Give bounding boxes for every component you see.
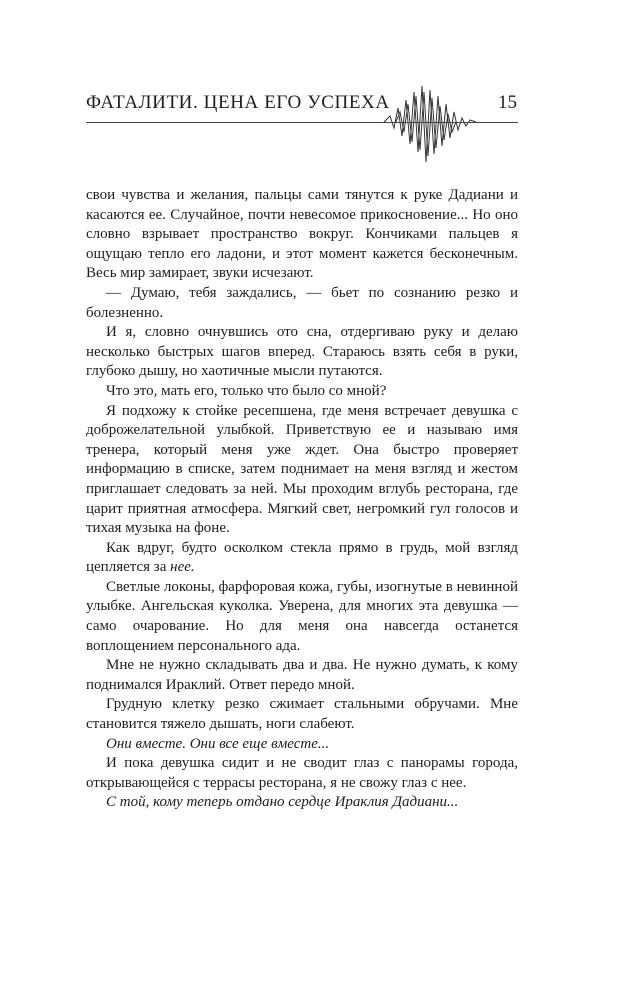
italic-paragraph: Они вместе. Они все еще вместе... (106, 735, 330, 752)
paragraph: И пока девушка сидит и не сводит глаз с панорамы города, открывающейся с террасы ресторана, я не свожу глаз с нее. (86, 755, 518, 791)
italic-paragraph: С той, кому теперь отдано сердце Ираклия Дадиани... (106, 794, 459, 811)
paragraph: Грудную клетку резко сжимает стальными обручами. Мне становится тяжело дышать, ноги слабеют. (86, 696, 518, 733)
emphasis-text: нее. (170, 559, 195, 576)
paragraph: Что это, мать его, только что было со мной? (106, 382, 387, 399)
body-text (86, 186, 518, 813)
paragraph: Мне не нужно складывать два и два. Не нужно думать, к кому поднимался Ираклий. Ответ передо мной. (86, 657, 518, 693)
heartbeat-waveform-icon (376, 82, 486, 168)
paragraph: И я, словно очнувшись ото сна, отдергиваю руку и делаю несколько быстрых шагов вперед. Стараюсь взять себя в руки, глубоко дышу, но хаотичные мысли путаются. (86, 324, 518, 380)
paragraph: Я подхожу к стойке ресепшена, где меня встречает девушка с доброжелательной улыбкой. Приветствую ее и называю имя тренера, который меня уже ждет. Она быстро проверяет информацию в списке, затем поднимает на меня взгляд и жестом приглашает следовать за ней. Мы проходим вглубь ресторана, где царит приятная атмосфера. Мягкий свет, негромкий гул голосов и тихая музыка на фоне. (86, 402, 518, 537)
paragraph (86, 539, 518, 578)
paragraph: Светлые локоны, фарфоровая кожа, губы, изогнутые в невинной улыбке. Ангельская куколка. Уверена, для многих эта девушка — само очарование. Но для меня она навсегда останется воплощением персонального ада. (86, 578, 518, 654)
paragraph-text: Как вдруг, будто осколком стекла прямо в грудь, мой взгляд цепляется за (86, 539, 518, 576)
header-rule (86, 122, 518, 123)
book-title: ФАТАЛИТИ. ЦЕНА ЕГО УСПЕХА (86, 92, 390, 113)
running-header (86, 82, 518, 168)
page-number: 15 (498, 92, 517, 113)
paragraph: свои чувства и желания, пальцы сами тянутся к руке Дадиани и касаются ее. Случайное, почти невесомое прикосновение... Но оно словно взрывает пространство вокруг. Кончиками пальцев я ощущаю тепло его ладони, и этот момент кажется бесконечным. Весь мир замирает, звуки исчезают. (86, 187, 518, 282)
paragraph: — Думаю, тебя заждались, — бьет по сознанию резко и болезненно. (86, 284, 518, 321)
